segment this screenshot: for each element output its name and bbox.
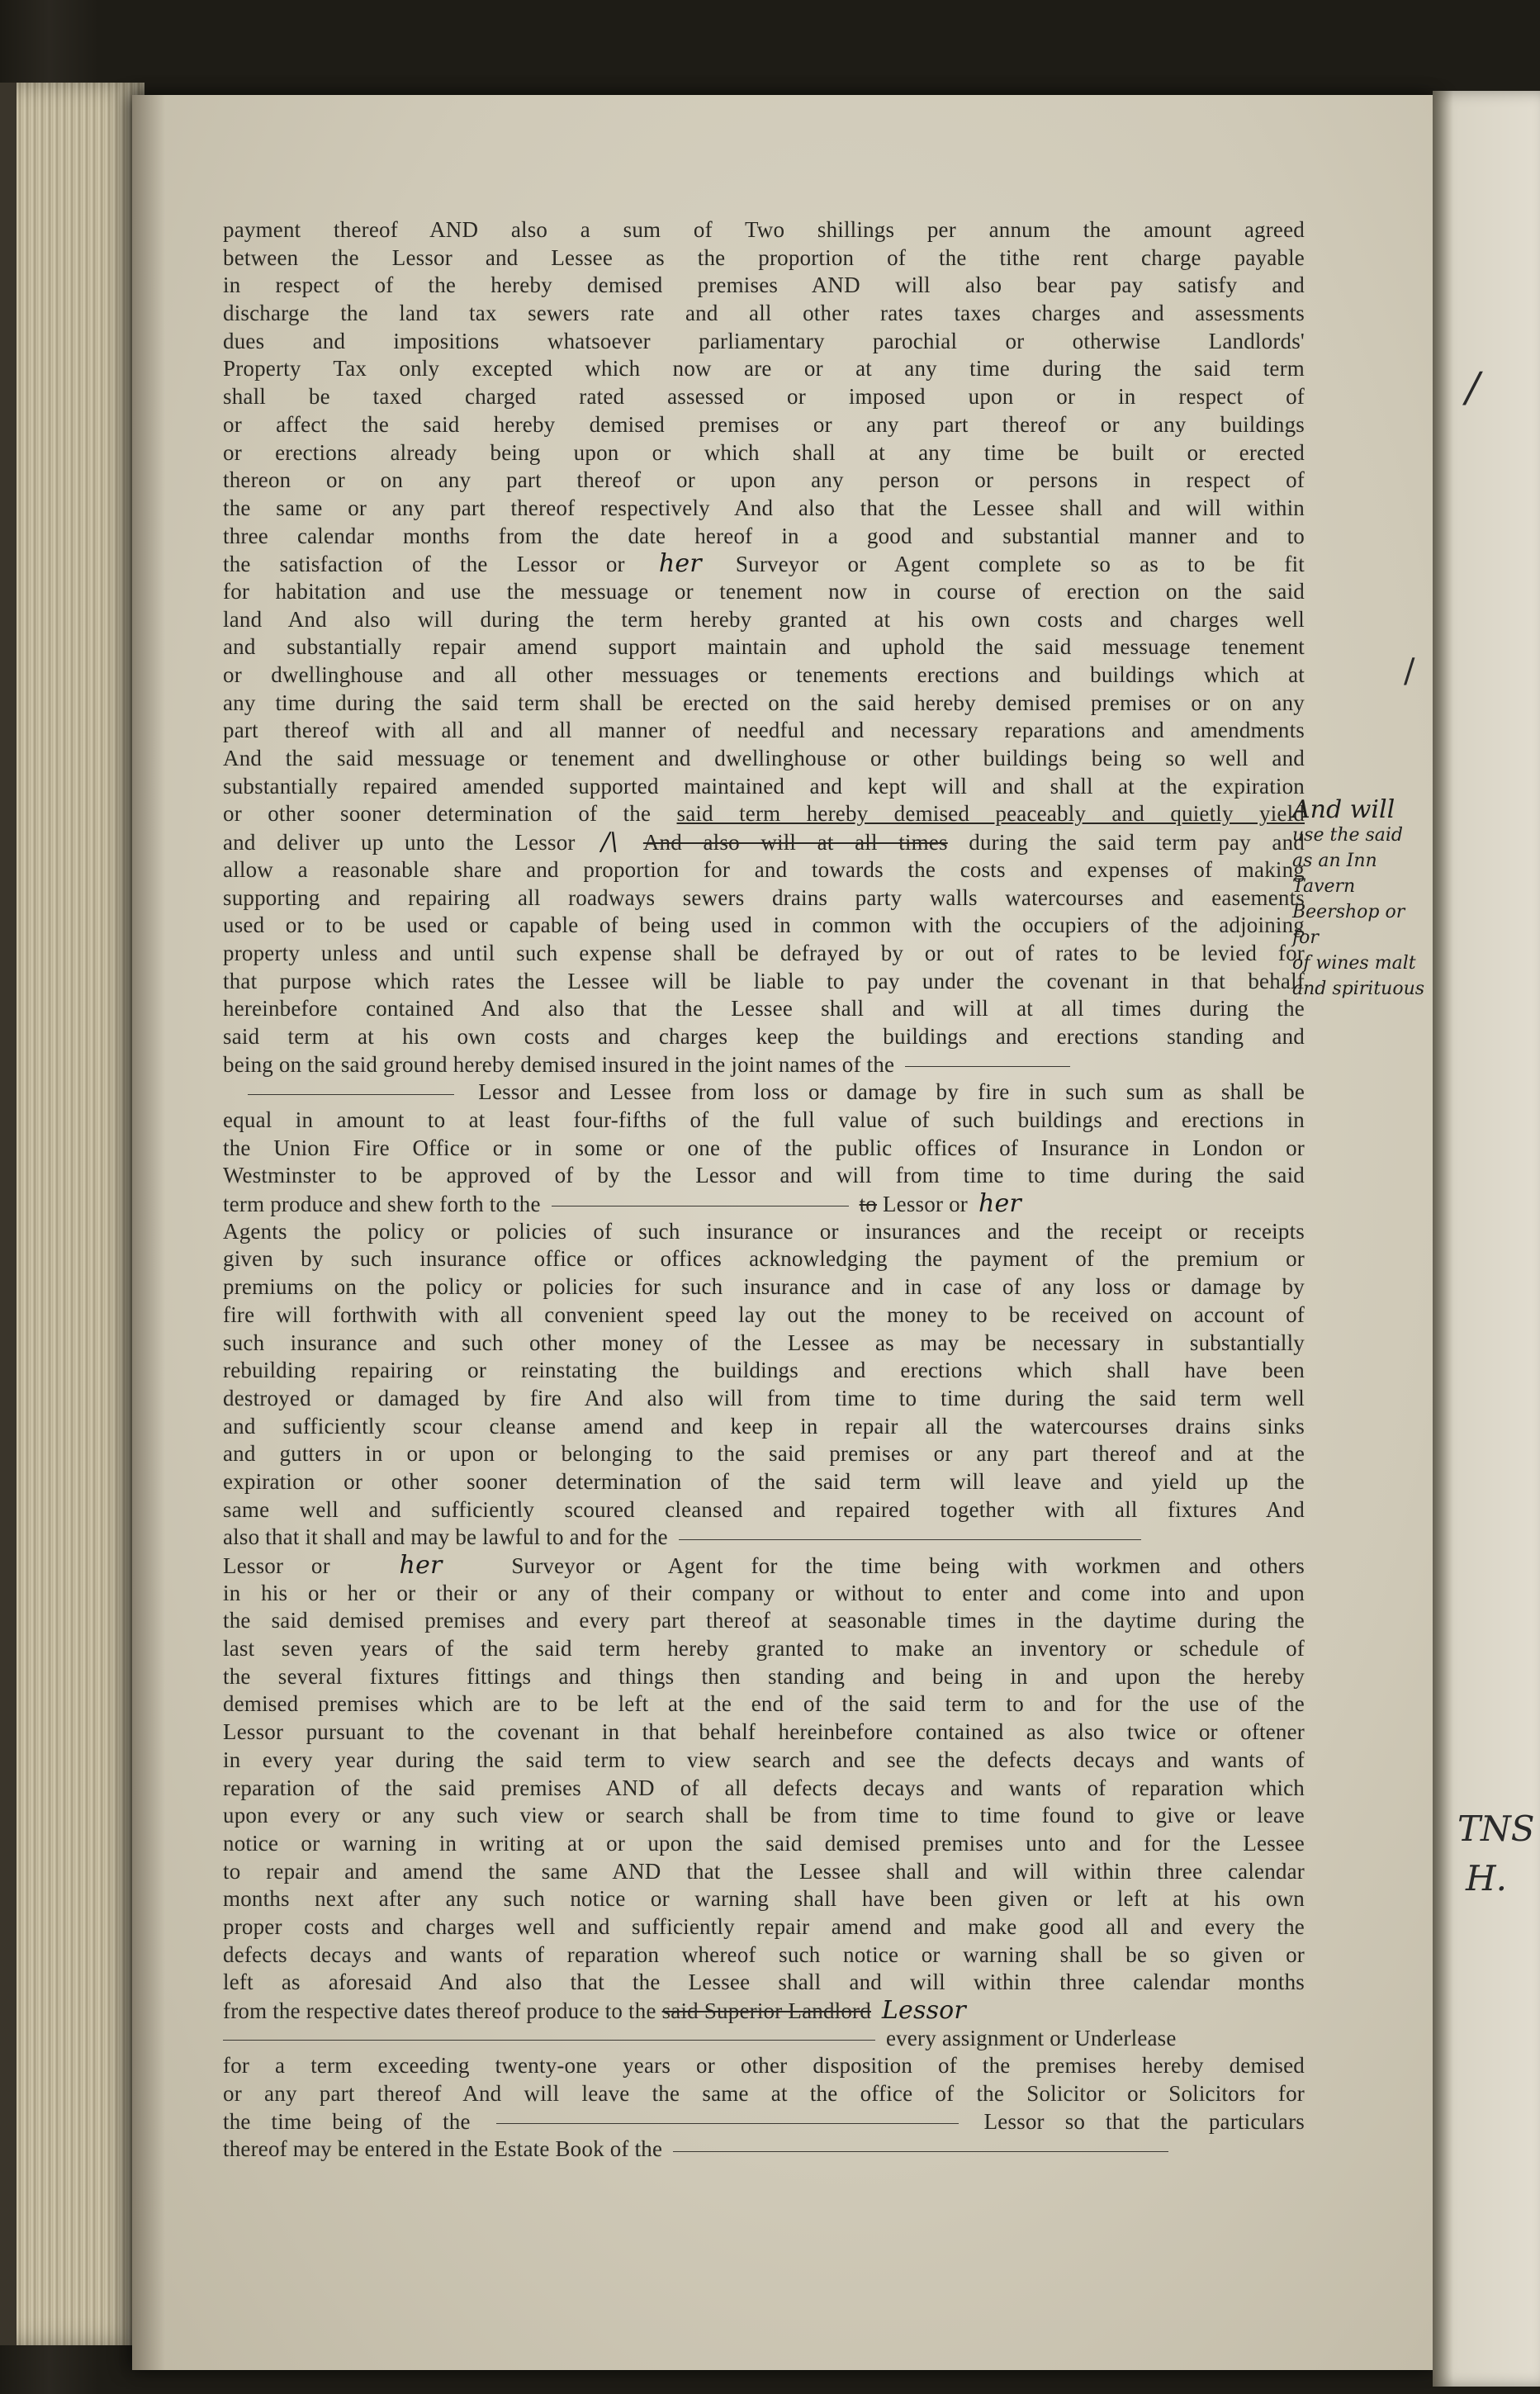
- handwritten-margin-note: [1292, 797, 1433, 1002]
- text-line: Property Tax only excepted which now are or at any time during the said term: [223, 356, 1305, 382]
- right-initials-2: H.: [1466, 1858, 1507, 1899]
- text-line: or erections already being upon or which shall at any time be built or erected: [223, 439, 1305, 465]
- text-line: thereon or on any part thereof or upon any person or persons in respect of: [223, 467, 1305, 493]
- text-line: dues and impositions whatsoever parliamentary parochial or otherwise Landlords': [223, 328, 1305, 353]
- struck-text: said Superior Landlord: [661, 1998, 871, 2023]
- text-line-estate-book: [223, 2136, 1305, 2164]
- text-line: the same or any part thereof respectively And also that the Lessee shall and will within: [223, 495, 1305, 520]
- blank-rule: [679, 1539, 1141, 1540]
- printed-text: Lessor so that the particulars: [983, 2108, 1305, 2134]
- text-line: Westminster to be approved of by the Lessor and will from time to time during the said: [223, 1163, 1305, 1188]
- printed-text: Lessor or: [882, 1192, 968, 1217]
- text-line-assignment: [223, 2025, 1305, 2053]
- text-line: three calendar months from the date hereof in a good and substantial manner and to: [223, 523, 1305, 548]
- printed-text: Lessor or: [223, 1553, 330, 1578]
- text-line: part thereof with all and all manner of needful and necessary reparations and amendments: [223, 718, 1305, 743]
- text-line: such insurance and such other money of the Lessee as may be necessary in substantially: [223, 1330, 1305, 1355]
- right-tick-mark: /: [1466, 363, 1480, 411]
- text-line: for a term exceeding twenty-one years or other disposition of the premises hereby demised: [223, 2053, 1305, 2079]
- printed-text: term produce and shew forth to the: [223, 1192, 541, 1217]
- margin-note-line: as an Inn Tavern: [1292, 851, 1377, 897]
- printed-text: and deliver up unto the Lessor: [223, 830, 576, 856]
- text-line-her-1: [223, 550, 1305, 578]
- text-line: in respect of the hereby demised premises AND will also bear pay satisfy and: [223, 273, 1305, 298]
- text-line: last seven years of the said term hereby granted to make an inventory or schedule of: [223, 1636, 1305, 1662]
- printed-text: every assignment or Underlease: [885, 2025, 1177, 2050]
- printed-text: during the said term pay and: [969, 830, 1305, 856]
- text-line: reparation of the said premises AND of all defects decays and wants of reparation which: [223, 1775, 1305, 1800]
- text-line: allow a reasonable share and proportion for and towards the costs and expenses of making: [223, 856, 1305, 882]
- text-line: in every year during the said term to view search and see the defects decays and wants of: [223, 1747, 1305, 1772]
- text-line-lessor-lessee: [223, 1078, 1305, 1107]
- text-line: [223, 1524, 1305, 1552]
- text-line: same well and sufficiently scoured cleansed and repaired together with all fixtures And: [223, 1496, 1305, 1522]
- handwritten-insertion: her: [658, 549, 702, 579]
- text-line: upon every or any such view or search shall be from time to time found to give or leave: [223, 1803, 1305, 1828]
- text-line: the several fixtures fittings and things then standing and being in and upon the hereby: [223, 1663, 1305, 1689]
- text-line: payment thereof AND also a sum of Two shillings per annum the amount agreed: [223, 217, 1305, 242]
- text-line: Agents the policy or policies of such insurance or insurances and the receipt or receipts: [223, 1218, 1305, 1244]
- text-line: notice or warning in writing at or upon the said demised premises unto and for the Lessee: [223, 1830, 1305, 1856]
- blank-rule: [223, 2040, 875, 2041]
- text-line: demised premises which are to be left at the end of the said term to and for the use of the: [223, 1691, 1305, 1717]
- text-line: equal in amount to at least four-fifths of the full value of such buildings and erections in: [223, 1107, 1305, 1132]
- text-line: discharge the land tax sewers rate and all other rates taxes charges and assessments: [223, 301, 1305, 326]
- text-line: to repair and amend the same AND that the Lessee shall and will within three calendar: [223, 1858, 1305, 1884]
- text-line-her-2: [223, 1190, 1305, 1218]
- text-line: [223, 1051, 1305, 1079]
- handwritten-insertion: Lessor: [881, 1996, 966, 2025]
- text-line: land And also will during the term hereby granted at his own costs and charges well: [223, 606, 1305, 632]
- printed-text: Lessor and Lessee from loss or damage by fire in such sum as shall be: [478, 1079, 1305, 1105]
- text-line: the said demised premises and every part thereof at seasonable times in the daytime during the: [223, 1608, 1305, 1633]
- margin-note-line: of wines malt: [1292, 953, 1416, 974]
- text-line: for habitation and use the messuage or tenement now in course of erection on the said: [223, 578, 1305, 604]
- text-line: destroyed or damaged by fire And also will from time to time during the said term well: [223, 1385, 1305, 1410]
- text-line: substantially repaired amended supported maintained and kept will and shall at the expiration: [223, 773, 1305, 799]
- text-line-time-being: [223, 2108, 1305, 2136]
- text-line: given by such insurance office or offices acknowledging the payment of the premium or: [223, 1246, 1305, 1272]
- text-line: and substantially repair amend support maintain and uphold the said messuage tenement: [223, 634, 1305, 660]
- facing-page-edge: [1433, 91, 1540, 2387]
- text-line: months next after any such notice or warning shall have been given or left at his own: [223, 1886, 1305, 1912]
- text-line: and sufficiently scour cleanse amend and keep in repair all the watercourses drains sinks: [223, 1413, 1305, 1439]
- text-line: And the said messuage or tenement and dwellinghouse or other buildings being so well and: [223, 746, 1305, 771]
- text-line-deliver: [223, 828, 1305, 856]
- text-line-her-3: [223, 1552, 1305, 1580]
- handwritten-insertion: her: [399, 1551, 443, 1580]
- blank-rule: [496, 2123, 959, 2124]
- text-line: left as aforesaid And also that the Lessee shall and will within three calendar months: [223, 1970, 1305, 1995]
- blank-rule: [905, 1066, 1070, 1067]
- printed-text: the satisfaction of the Lessor or: [223, 552, 625, 577]
- text-line: fire will forthwith with all convenient speed lay out the money to be received on account of: [223, 1301, 1305, 1327]
- text-line: the Union Fire Office or in some or one of the public offices of Insurance in London or: [223, 1135, 1305, 1160]
- printed-text: Surveyor or Agent for the time being with workmen and others: [511, 1553, 1305, 1578]
- text-line: that purpose which rates the Lessee will be liable to pay under the covenant in that behalf: [223, 968, 1305, 993]
- text-line: property unless and until such expense shall be defrayed by or out of rates to be levied for: [223, 940, 1305, 965]
- printed-text: thereof may be entered in the Estate Book of the: [223, 2136, 663, 2162]
- lease-body-text: [223, 216, 1305, 2164]
- printed-text: the time being of the: [223, 2108, 471, 2134]
- printed-text: Surveyor or Agent complete so as to be fit: [735, 552, 1305, 577]
- text-line: or any part thereof And will leave the same at the office of the Solicitor or Solicitors for: [223, 2081, 1305, 2107]
- text-line: Lessor pursuant to the covenant in that behalf hereinbefore contained as also twice or oftener: [223, 1719, 1305, 1745]
- blank-rule: [248, 1094, 454, 1095]
- text-line: premiums on the policy or policies for such insurance and in case of any loss or damage by: [223, 1274, 1305, 1300]
- struck-text: And also will at all times: [642, 830, 948, 856]
- binding-edge: [0, 83, 17, 2345]
- underlined-text: said term hereby demised peaceably and quietly yield: [676, 801, 1305, 827]
- handwritten-insertion: her: [978, 1189, 1021, 1219]
- text-line: between the Lessor and Lessee as the proportion of the tithe rent charge payable: [223, 244, 1305, 270]
- page-stack-edge: [0, 83, 145, 2345]
- blank-rule: [673, 2151, 1168, 2152]
- printed-text: also that it shall and may be lawful to and for the: [223, 1524, 668, 1550]
- text-line: and gutters in or upon or belonging to the said premises or any part thereof and at the: [223, 1441, 1305, 1467]
- text-line: proper costs and charges well and sufficiently repair amend and make good all and every the: [223, 1913, 1305, 1939]
- margin-note-line: And will: [1292, 795, 1395, 824]
- margin-note-line: and spirituous: [1292, 979, 1425, 999]
- text-line: supporting and repairing all roadways sewers drains party walls watercourses and easements: [223, 884, 1305, 910]
- struck-text: to: [859, 1192, 877, 1217]
- text-line: expiration or other sooner determination of the said term will leave and yield up the: [223, 1468, 1305, 1494]
- text-line: hereinbefore contained And also that the Lessee shall and will at all times during the: [223, 996, 1305, 1022]
- text-line: said term at his own costs and charges keep the buildings and erections standing and: [223, 1023, 1305, 1049]
- text-line: shall be taxed charged rated assessed or imposed upon or in respect of: [223, 384, 1305, 410]
- text-line: defects decays and wants of reparation whereof such notice or warning shall be so given or: [223, 1941, 1305, 1967]
- right-initials-1: TNS: [1457, 1809, 1535, 1849]
- margin-note-line: Beershop or for: [1292, 902, 1405, 948]
- text-line: used or to be used or capable of being used in common with the occupiers of the adjoining: [223, 913, 1305, 938]
- text-line: or dwellinghouse and all other messuages or tenements erections and buildings which at: [223, 662, 1305, 687]
- text-line: or affect the said hereby demised premises or any part thereof or any buildings: [223, 411, 1305, 437]
- text-line: rebuilding repairing or reinstating the buildings and erections which shall have been: [223, 1358, 1305, 1383]
- printed-text: from the respective dates thereof produce to the: [223, 1998, 656, 2023]
- margin-note-line: use the said: [1292, 825, 1404, 846]
- printed-text: or other sooner determination of the: [223, 801, 652, 827]
- text-line-yield: [223, 800, 1305, 828]
- text-line-landlord: [223, 1997, 1305, 2025]
- margin-tick-mark: /: [1404, 652, 1415, 690]
- printed-text: being on the said ground hereby demised insured in the joint names of the: [223, 1051, 895, 1077]
- text-line: in his or her or their or any of their company or without to enter and come into and upon: [223, 1580, 1305, 1605]
- text-line: any time during the said term shall be erected on the said hereby demised premises or on any: [223, 690, 1305, 715]
- caret-mark: /\: [601, 827, 618, 857]
